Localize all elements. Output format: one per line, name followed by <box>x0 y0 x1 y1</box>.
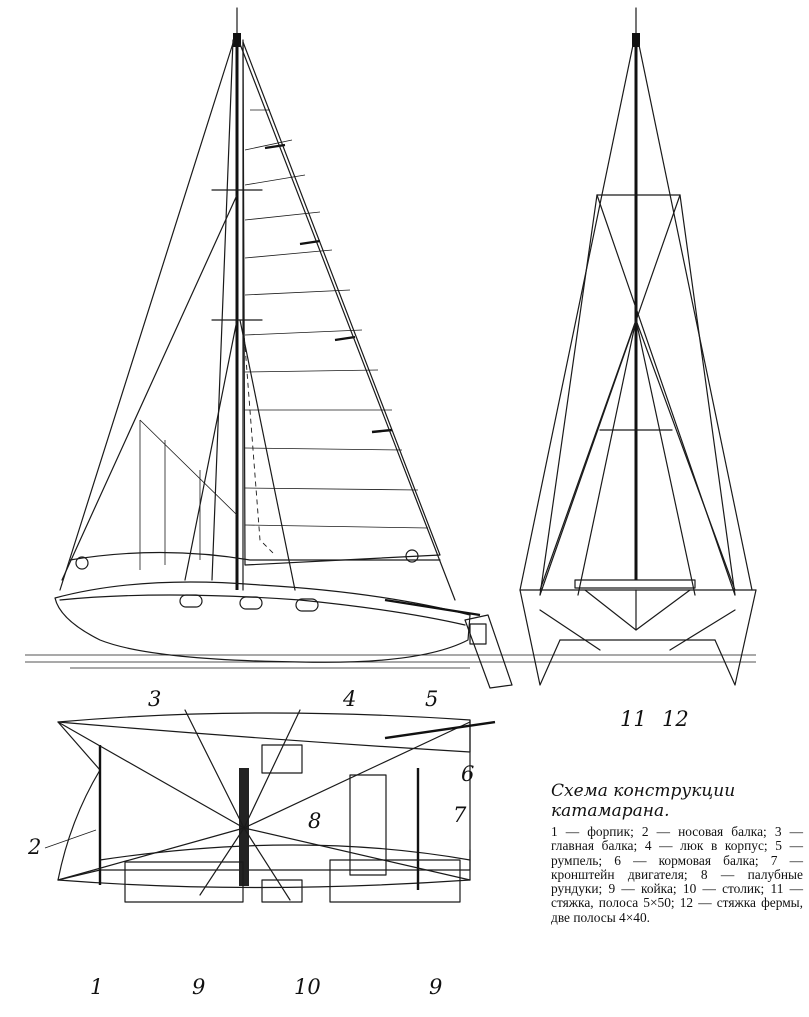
caption <box>551 781 803 925</box>
legend-item-11: 11 — стяжка, полоса 5×50; <box>551 881 803 911</box>
callout-12: 12 <box>662 707 689 731</box>
callout-5: 5 <box>425 687 439 711</box>
legend-item-2: 2 — носовая балка; <box>641 824 767 839</box>
front-hulls <box>520 580 756 685</box>
front-view <box>520 8 756 685</box>
callout-8: 8 <box>308 809 322 833</box>
callout-4: 4 <box>343 687 357 711</box>
callout-9-port: 9 <box>192 975 206 999</box>
bunk-port <box>125 862 243 902</box>
table <box>262 880 302 902</box>
callout-10: 10 <box>294 975 321 999</box>
callout-9-starboard: 9 <box>429 975 443 999</box>
callout-11: 11 <box>620 707 647 731</box>
callout-3: 3 <box>148 687 162 711</box>
callout-1: 1 <box>90 975 104 999</box>
callout-2: 2 <box>28 835 42 859</box>
shrouds <box>185 40 455 600</box>
jib <box>60 40 237 590</box>
plan-view <box>58 710 495 902</box>
caption-title: Схема конструкции катамарана. <box>551 781 736 821</box>
callout-7: 7 <box>453 803 467 827</box>
legend-item-3: 3 — главная балка; <box>551 824 803 854</box>
legend-item-6: 6 — кормовая балка; <box>614 852 759 868</box>
deck-line <box>70 553 440 561</box>
legend-item-4: 4 — люк в корпус; <box>644 838 768 854</box>
mainsail <box>243 42 440 565</box>
side-view <box>25 8 520 688</box>
legend-item-10: 10 — столик; <box>682 881 765 897</box>
legend-item-9: 9 — койка; <box>608 881 677 897</box>
legend-item-5: 5 — румпель; <box>551 838 803 868</box>
legend-item-12: 12 — стяжка фермы, две полосы 4×40. <box>551 895 804 925</box>
legend-item-1: 1 — форпик; <box>551 824 634 839</box>
legend-item-8: 8 — палубные рундуки; <box>551 866 803 897</box>
callout-6: 6 <box>461 762 475 786</box>
legend-item-7: 7 — кронштейн двигателя; <box>551 852 803 882</box>
caption-legend <box>551 825 803 925</box>
